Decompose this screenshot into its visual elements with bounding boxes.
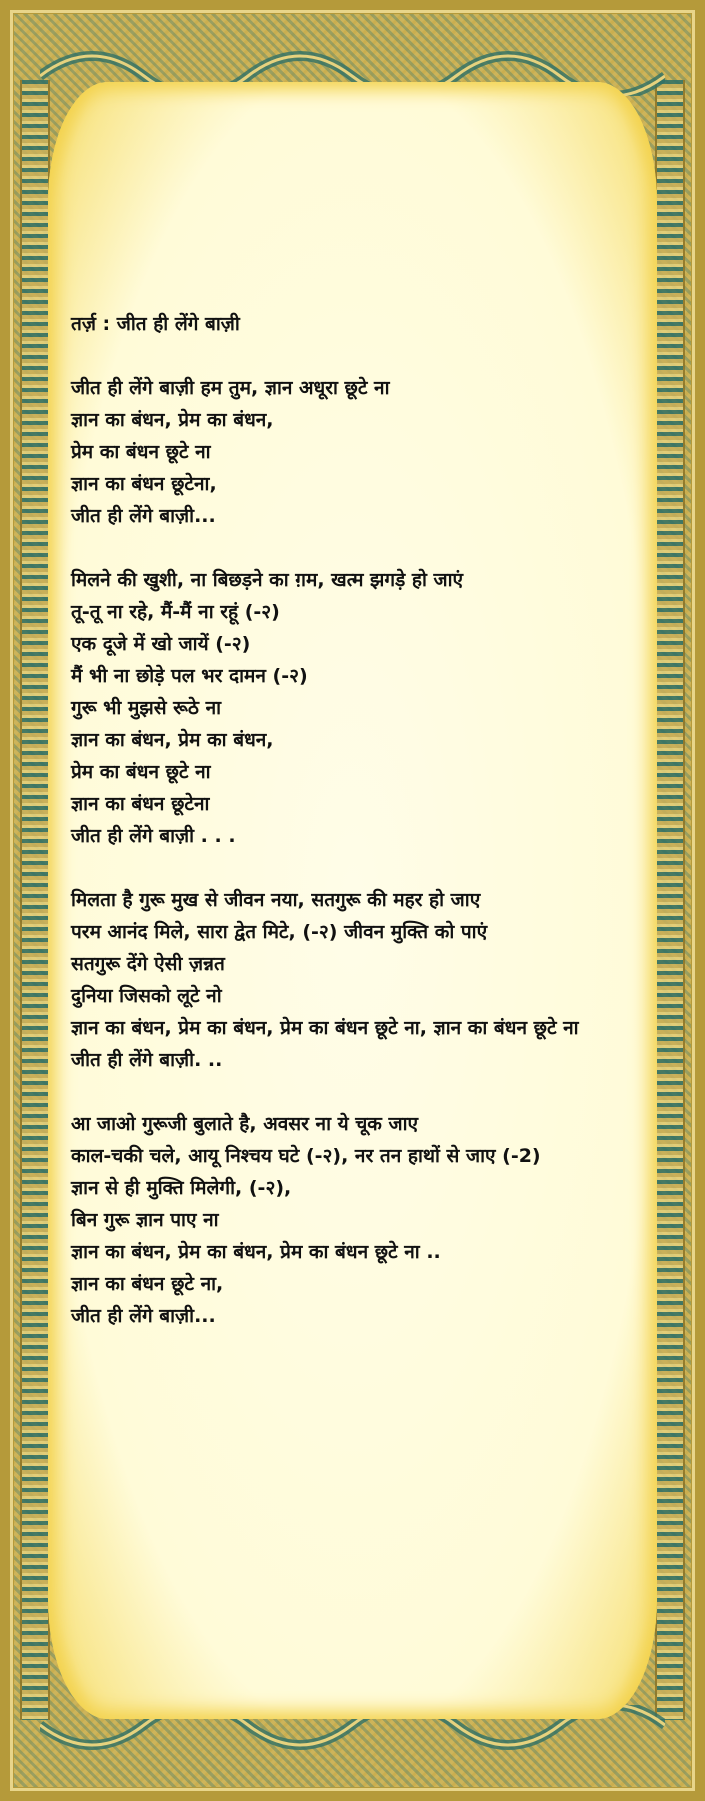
lyric-line: जीत ही लेंगे बाज़ी . . .: [71, 825, 236, 847]
lyric-line: मैं भी ना छोड़े पल भर दामन (-२): [71, 665, 308, 687]
lyric-line: ज्ञान का बंधन छूटेना: [71, 793, 210, 815]
lyric-line: दुनिया जिसको लूटे नो: [71, 985, 222, 1007]
lyric-line: मिलने की खुशी, ना बिछड़ने का ग़म, खत्म झगड़े हो जाएं: [71, 569, 464, 591]
left-ornament-pillar: [20, 80, 50, 1720]
stanza-3: [71, 884, 651, 1076]
stanza-2: [71, 564, 651, 852]
lyric-line: काल-चकी चले, आयू निश्चय घटे (-२), नर तन हाथों से जाए (-2): [71, 1145, 541, 1167]
lyric-line: परम आनंद मिले, सारा द्वेत मिटे, (-२) जीवन मुक्ति को पाएं: [71, 921, 488, 943]
lyric-line: एक दूजे में खो जायें (-२): [71, 633, 251, 655]
lyric-line: ज्ञान का बंधन, प्रेम का बंधन, प्रेम का बंधन छूटे ना, ज्ञान का बंधन छूटे ना: [71, 1017, 579, 1039]
lyric-line: जीत ही लेंगे बाज़ी हम तुम, ज्ञान अधूरा छूटे ना: [71, 377, 390, 399]
lyric-line: गुरू भी मुझसे रूठे ना: [71, 697, 222, 719]
lyric-line: मिलता है गुरू मुख से जीवन नया, सतगुरू की महर हो जाए: [71, 889, 481, 911]
stanza-1: [71, 372, 651, 532]
lyric-line: बिन गुरू ज्ञान पाए ना: [71, 1209, 219, 1231]
lyric-line: जीत ही लेंगे बाज़ी. ..: [71, 1049, 223, 1071]
lyric-line: ज्ञान का बंधन छूटे ना,: [71, 1273, 224, 1295]
stanza-4: [71, 1108, 651, 1332]
lyric-line: प्रेम का बंधन छूटे ना: [71, 441, 211, 463]
lyric-line: ज्ञान का बंधन छूटेना,: [71, 473, 217, 495]
song-tune-title: तर्ज़ : जीत ही लेंगे बाज़ी: [71, 313, 240, 335]
lyric-line: ज्ञान का बंधन, प्रेम का बंधन, प्रेम का बंधन छूटे ना ..: [71, 1241, 441, 1263]
lyric-line: आ जाओ गुरूजी बुलाते है, अवसर ना ये चूक जाए: [71, 1113, 419, 1135]
lyric-line: ज्ञान का बंधन, प्रेम का बंधन,: [71, 729, 274, 751]
right-ornament-pillar: [655, 80, 685, 1720]
lyric-line: तू-तू ना रहे, मैं-मैं ना रहूं (-२): [71, 601, 280, 623]
lyric-line: जीत ही लेंगे बाज़ी...: [71, 1305, 216, 1327]
lyrics-text: [71, 308, 651, 1332]
lyric-line: सतगुरू देंगे ऐसी ज़न्नत: [71, 953, 225, 975]
lyric-line: ज्ञान से ही मुक्ति मिलेगी, (-२),: [71, 1177, 292, 1199]
lyric-line: ज्ञान का बंधन, प्रेम का बंधन,: [71, 409, 274, 431]
lyric-line: जीत ही लेंगे बाज़ी...: [71, 505, 216, 527]
lyric-line: प्रेम का बंधन छूटे ना: [71, 761, 211, 783]
